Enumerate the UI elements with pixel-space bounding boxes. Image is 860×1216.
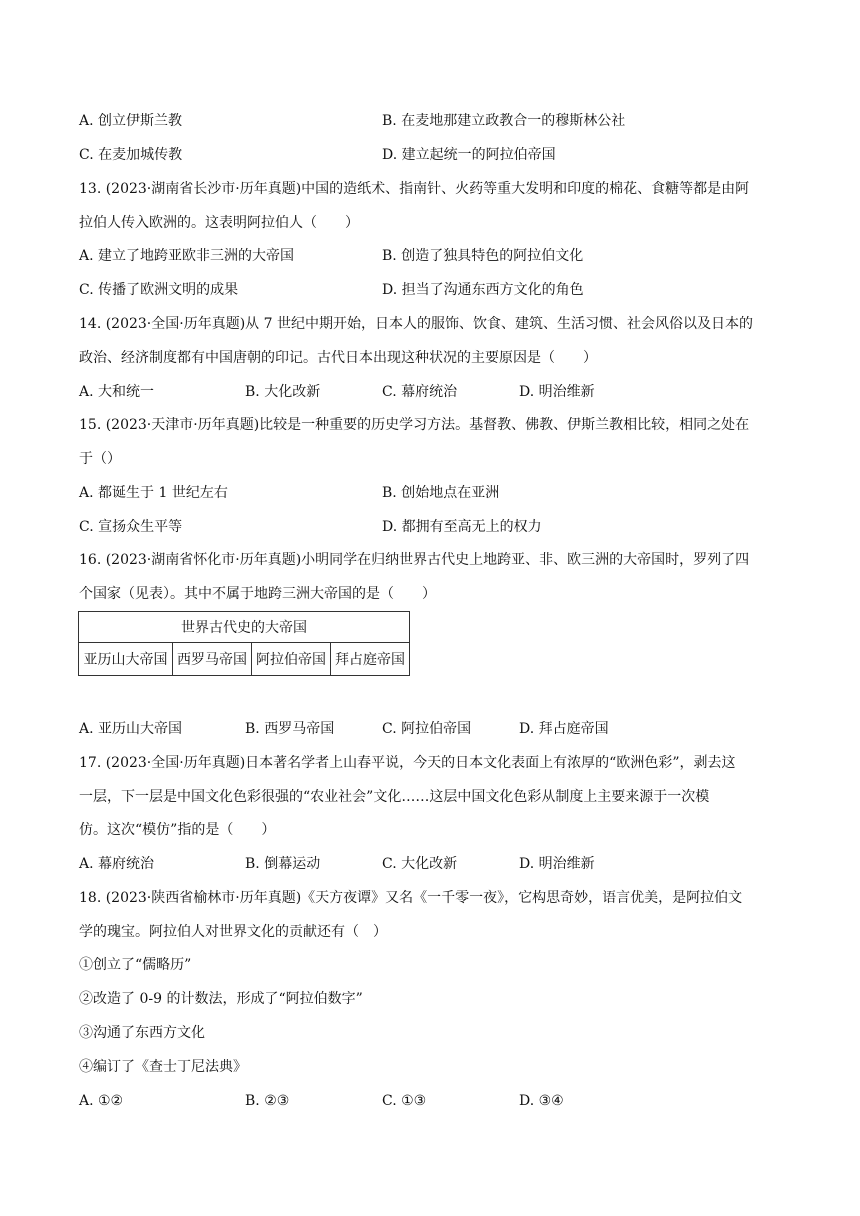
q14-stem-line1: 14. (2023·全国·历年真题)从 7 世纪中期开始，日本人的服饰、饮食、建筑、生活习惯、社会风俗以及日本的 xyxy=(79,316,753,332)
q18-item-4: ④编订了《查士丁尼法典》 xyxy=(79,1059,247,1075)
q15-option-a: A. 都诞生于 1 世纪左右 xyxy=(79,485,228,501)
q14-stem-line2: 政治、经济制度都有中国唐朝的印记。古代日本出现这种状况的主要原因是（ ） xyxy=(79,350,597,366)
q15-stem-line1: 15. (2023·天津市·历年真题)比较是一种重要的历史学习方法。基督教、佛教、伊斯兰教相比较，相同之处在 xyxy=(79,417,750,433)
q15-stem-line2: 于（） xyxy=(79,451,121,467)
q17-stem-line2: 一层，下一层是中国文化色彩很强的“农业社会”文化……这层中国文化色彩从制度上主要来源于一次模 xyxy=(79,789,710,805)
table-cell: 西罗马帝国 xyxy=(173,643,252,676)
q16-option-c: C. 阿拉伯帝国 xyxy=(382,721,472,737)
q12-option-a: A. 创立伊斯兰教 xyxy=(79,113,183,129)
empires-table xyxy=(78,611,410,676)
q17-option-b: B. 倒幕运动 xyxy=(245,856,321,872)
q13-option-c: C. 传播了欧洲文明的成果 xyxy=(79,282,239,298)
table-cell: 拜占庭帝国 xyxy=(331,643,410,676)
q18-item-2: ②改造了 0-9 的计数法，形成了“阿拉伯数字” xyxy=(79,991,363,1007)
q12-option-b: B. 在麦地那建立政教合一的穆斯林公社 xyxy=(382,113,626,129)
q17-stem-line1: 17. (2023·全国·历年真题)日本著名学者上山春平说，今天的日本文化表面上有浓厚的“欧洲色彩”，剥去这 xyxy=(79,755,736,771)
q15-option-b: B. 创始地点在亚洲 xyxy=(382,485,500,501)
q18-stem-line1: 18. (2023·陕西省榆林市·历年真题)《天方夜谭》又名《一千零一夜》，它构思奇妙，语言优美，是阿拉伯文 xyxy=(79,890,743,906)
q14-option-b: B. 大化改新 xyxy=(245,384,321,400)
q18-option-a: A. ①② xyxy=(79,1093,124,1109)
q13-option-a: A. 建立了地跨亚欧非三洲的大帝国 xyxy=(79,248,295,264)
q18-item-3: ③沟通了东西方文化 xyxy=(79,1025,205,1041)
q16-stem-line1: 16. (2023·湖南省怀化市·历年真题)小明同学在归纳世界古代史上地跨亚、非、欧三洲的大帝国时，罗列了四 xyxy=(79,552,750,568)
q17-stem-line3: 仿。这次“模仿”指的是（ ） xyxy=(79,822,276,838)
q16-option-b: B. 西罗马帝国 xyxy=(245,721,335,737)
q15-option-c: C. 宣扬众生平等 xyxy=(79,519,183,535)
q13-stem-line1: 13. (2023·湖南省长沙市·历年真题)中国的造纸术、指南针、火药等重大发明和印度的棉花、食糖等都是由阿 xyxy=(79,181,750,197)
q17-option-d: D. 明治维新 xyxy=(519,856,595,872)
q18-option-c: C. ①③ xyxy=(382,1093,427,1109)
q15-option-d: D. 都拥有至高无上的权力 xyxy=(382,519,542,535)
q13-stem-line2: 拉伯人传入欧洲的。这表明阿拉伯人（ ） xyxy=(79,215,359,231)
q18-item-1: ①创立了“儒略历” xyxy=(79,957,192,973)
q18-option-b: B. ②③ xyxy=(245,1093,290,1109)
q18-stem-line2: 学的瑰宝。阿拉伯人对世界文化的贡献还有（ ） xyxy=(79,924,387,940)
q16-stem-line2: 个国家（见表）。其中不属于地跨三洲大帝国的是（ ） xyxy=(79,586,436,602)
q18-option-d: D. ③④ xyxy=(519,1093,564,1109)
table-cell: 阿拉伯帝国 xyxy=(252,643,331,676)
q12-option-c: C. 在麦加城传教 xyxy=(79,147,183,163)
q16-option-a: A. 亚历山大帝国 xyxy=(79,721,183,737)
q14-option-a: A. 大和统一 xyxy=(79,384,155,400)
q16-option-d: D. 拜占庭帝国 xyxy=(519,721,609,737)
q12-option-d: D. 建立起统一的阿拉伯帝国 xyxy=(382,147,556,163)
q13-option-b: B. 创造了独具特色的阿拉伯文化 xyxy=(382,248,584,264)
q13-option-d: D. 担当了沟通东西方文化的角色 xyxy=(382,282,584,298)
q14-option-d: D. 明治维新 xyxy=(519,384,595,400)
table-title: 世界古代史的大帝国 xyxy=(79,612,410,643)
q17-option-a: A. 幕府统治 xyxy=(79,856,155,872)
q14-option-c: C. 幕府统治 xyxy=(382,384,458,400)
q17-option-c: C. 大化改新 xyxy=(382,856,458,872)
table-cell: 亚历山大帝国 xyxy=(79,643,173,676)
